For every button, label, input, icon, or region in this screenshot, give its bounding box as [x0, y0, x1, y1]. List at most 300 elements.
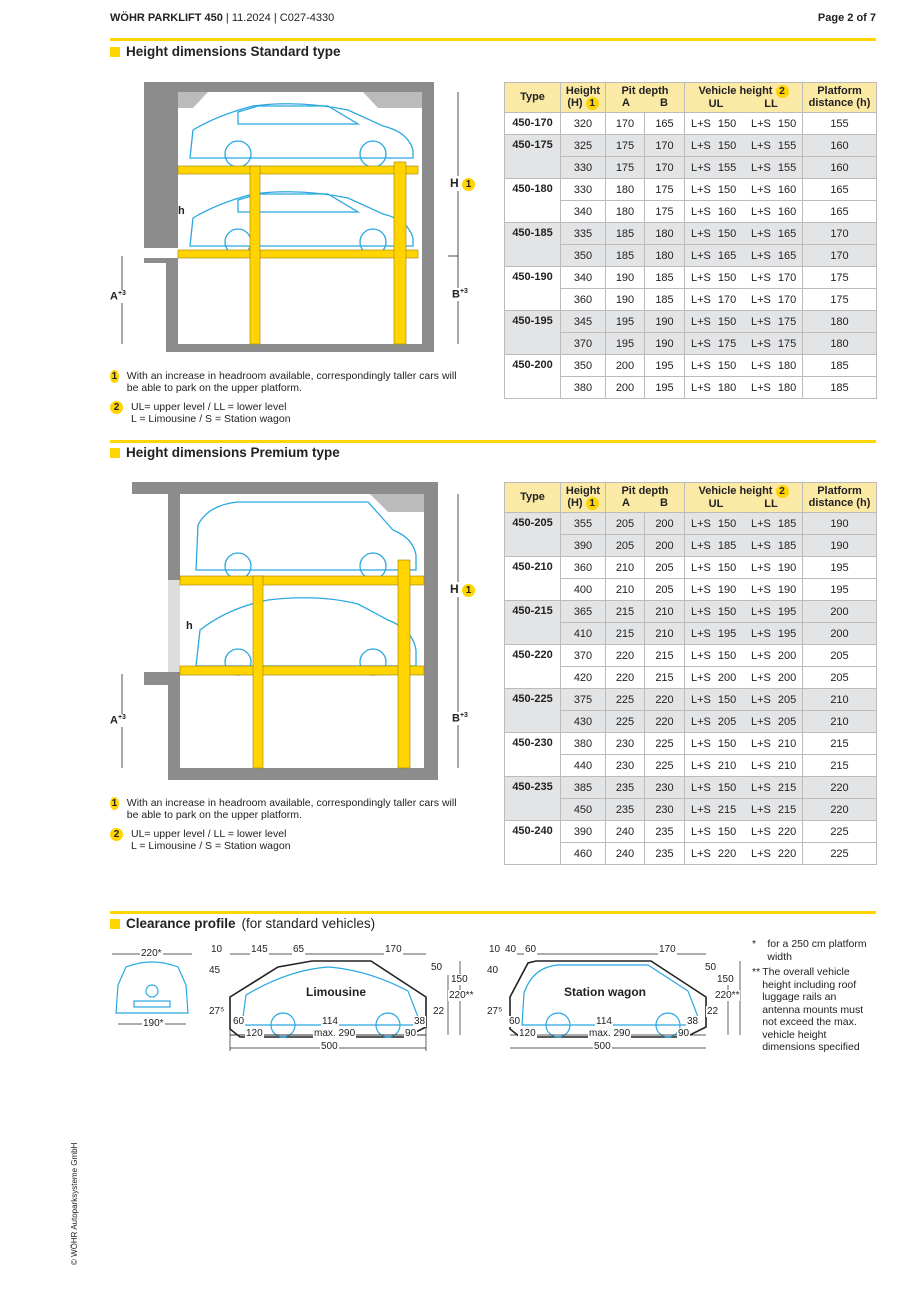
- premium-lift-diagram: [108, 480, 478, 785]
- text: L+S 150: [691, 781, 737, 794]
- col-height: [561, 483, 606, 513]
- text: L+S 165: [691, 249, 737, 262]
- height-cell: 380: [561, 733, 606, 755]
- type-cell: 450-215: [505, 601, 561, 645]
- text: (for standard vehicles): [241, 916, 376, 931]
- table-row: [505, 223, 877, 245]
- height-cell: 430: [561, 711, 606, 733]
- height-cell: 360: [561, 289, 606, 311]
- pit-b-cell: 235: [645, 843, 685, 865]
- table-row: [505, 157, 877, 179]
- table-row: [505, 645, 877, 667]
- label-B: [452, 712, 468, 725]
- text: L+S 150: [691, 139, 737, 152]
- pit-b-cell: 200: [645, 513, 685, 535]
- text: L+S 150: [691, 517, 737, 530]
- text: A: [110, 290, 118, 303]
- doc-date: 11.2024: [231, 12, 271, 24]
- col-type: [505, 83, 561, 113]
- text: L+S 215: [751, 803, 797, 816]
- platform-distance-cell: 215: [803, 733, 877, 755]
- platform-distance-cell: 190: [803, 513, 877, 535]
- platform-distance-cell: 200: [803, 623, 877, 645]
- footnote-2: [110, 401, 470, 425]
- platform-distance-cell: 180: [803, 311, 877, 333]
- pit-a-cell: 195: [606, 333, 645, 355]
- pit-a-cell: 220: [606, 667, 645, 689]
- platform-distance-cell: 225: [803, 843, 877, 865]
- text: Height: [565, 485, 601, 497]
- label-H: [450, 582, 475, 597]
- table-row: [505, 623, 877, 645]
- text: 500: [321, 1041, 338, 1052]
- type-cell: 450-200: [505, 355, 561, 399]
- text: 60: [233, 1016, 245, 1027]
- text: UL= upper level / LL = lower level: [131, 401, 287, 413]
- section-title-clearance: [110, 916, 375, 931]
- text: L+S 150: [691, 561, 737, 574]
- text: L+S 150: [691, 271, 737, 284]
- text: 170: [385, 944, 402, 955]
- platform-distance-cell: 205: [803, 667, 877, 689]
- vehicle-height-cell: [685, 113, 803, 135]
- vehicle-height-cell: [685, 733, 803, 755]
- type-cell: 450-235: [505, 777, 561, 821]
- platform-distance-cell: 175: [803, 289, 877, 311]
- profile-name: Station wagon: [564, 985, 646, 999]
- text: L+S 155: [691, 161, 737, 174]
- pit-b-cell: 215: [645, 645, 685, 667]
- text: distance (h): [808, 497, 871, 509]
- text: L+S 195: [691, 627, 737, 640]
- vehicle-height-cell: [685, 755, 803, 777]
- text: UL: [708, 98, 724, 110]
- height-cell: 350: [561, 245, 606, 267]
- text: (H): [567, 497, 583, 509]
- type-cell: 450-185: [505, 223, 561, 267]
- pit-a-cell: 170: [606, 113, 645, 135]
- platform-distance-cell: 185: [803, 355, 877, 377]
- pit-b-cell: 170: [645, 157, 685, 179]
- height-cell: 340: [561, 267, 606, 289]
- text: L+S 150: [691, 649, 737, 662]
- pit-a-cell: 210: [606, 579, 645, 601]
- divider: [110, 38, 876, 41]
- vehicle-height-cell: [685, 777, 803, 799]
- text: L+S 150: [691, 359, 737, 372]
- text: L+S 160: [751, 183, 797, 196]
- vehicle-height-cell: [685, 289, 803, 311]
- pit-b-cell: 225: [645, 755, 685, 777]
- height-cell: 390: [561, 821, 606, 843]
- text: L+S 150: [691, 605, 737, 618]
- text: 40: [487, 965, 499, 976]
- text: 500: [594, 1041, 611, 1052]
- text: Vehicle height: [698, 85, 773, 97]
- type-cell: 450-205: [505, 513, 561, 557]
- height-cell: 370: [561, 645, 606, 667]
- text: max. 290: [314, 1028, 356, 1039]
- pit-b-cell: 190: [645, 311, 685, 333]
- text: L+S 180: [751, 359, 797, 372]
- text: L+S 210: [751, 759, 797, 772]
- pit-a-cell: 215: [606, 601, 645, 623]
- table-row: [505, 289, 877, 311]
- height-cell: 365: [561, 601, 606, 623]
- vehicle-height-cell: [685, 201, 803, 223]
- note-badge: 1: [462, 584, 475, 597]
- vehicle-height-cell: [685, 157, 803, 179]
- note-badge: 1: [111, 371, 118, 382]
- vehicle-height-cell: [685, 245, 803, 267]
- pit-a-cell: 210: [606, 557, 645, 579]
- pit-b-cell: 200: [645, 535, 685, 557]
- text: L+S 150: [691, 825, 737, 838]
- table-row: [505, 113, 877, 135]
- text: L+S 180: [751, 381, 797, 394]
- table-row: [505, 355, 877, 377]
- height-cell: 335: [561, 223, 606, 245]
- standard-height-table: [504, 82, 877, 399]
- bullet-square-icon: [110, 448, 120, 458]
- standard-lift-diagram: [108, 80, 478, 360]
- text: 220**: [449, 990, 474, 1001]
- text: L+S 155: [751, 161, 797, 174]
- text: L+S 150: [691, 227, 737, 240]
- footnote-1: [110, 370, 470, 394]
- table-header-row: [505, 83, 877, 113]
- pit-b-cell: 235: [645, 821, 685, 843]
- text: B: [660, 497, 668, 509]
- table-row: [505, 821, 877, 843]
- pit-a-cell: 240: [606, 843, 645, 865]
- text: L+S 205: [691, 715, 737, 728]
- height-cell: 390: [561, 535, 606, 557]
- note-badge: 2: [776, 485, 789, 498]
- table-row: [505, 135, 877, 157]
- pit-a-cell: 235: [606, 799, 645, 821]
- label-B: [452, 288, 468, 301]
- copyright: © WÖHR Autoparksysteme GmbH: [70, 1142, 79, 1265]
- vehicle-height-cell: [685, 513, 803, 535]
- text: 50: [431, 962, 443, 973]
- type-cell: 450-180: [505, 179, 561, 223]
- pit-a-cell: 215: [606, 623, 645, 645]
- type-cell: 450-195: [505, 311, 561, 355]
- height-cell: 355: [561, 513, 606, 535]
- text: L+S 205: [751, 715, 797, 728]
- text: 27⁵: [209, 1006, 225, 1017]
- pit-a-cell: 205: [606, 513, 645, 535]
- table-row: [505, 777, 877, 799]
- table-row: [505, 245, 877, 267]
- text: L+S 160: [751, 205, 797, 218]
- vehicle-height-cell: [685, 843, 803, 865]
- text: L+S 195: [751, 605, 797, 618]
- vehicle-height-cell: [685, 377, 803, 399]
- platform-distance-cell: 195: [803, 579, 877, 601]
- height-cell: 400: [561, 579, 606, 601]
- text: max. 290: [589, 1028, 631, 1039]
- text: distance (h): [808, 97, 871, 109]
- platform-distance-cell: 170: [803, 245, 877, 267]
- text: for a 250 cm platform width: [767, 938, 867, 963]
- height-cell: 410: [561, 623, 606, 645]
- height-cell: 440: [561, 755, 606, 777]
- table-row: [505, 201, 877, 223]
- pit-b-cell: 170: [645, 135, 685, 157]
- height-cell: 330: [561, 157, 606, 179]
- text: LL: [764, 498, 778, 510]
- text: L+S 180: [691, 381, 737, 394]
- note-badge: 2: [776, 85, 789, 98]
- text: 27⁵: [487, 1006, 503, 1017]
- platform-distance-cell: 220: [803, 799, 877, 821]
- text: L+S 200: [691, 671, 737, 684]
- pit-a-cell: 235: [606, 777, 645, 799]
- text: L+S 150: [691, 693, 737, 706]
- car-lower-icon: [196, 598, 416, 675]
- table-row: [505, 733, 877, 755]
- vehicle-height-cell: [685, 179, 803, 201]
- document-header: WÖHR PARKLIFT 450 | 11.2024 | C027-4330: [110, 12, 335, 24]
- text: L+S 190: [751, 561, 797, 574]
- text: 145: [251, 944, 268, 955]
- vehicle-height-cell: [685, 623, 803, 645]
- table-row: [505, 557, 877, 579]
- text: L+S 155: [751, 139, 797, 152]
- height-cell: 375: [561, 689, 606, 711]
- text: UL= upper level / LL = lower level: [131, 828, 287, 840]
- height-cell: 320: [561, 113, 606, 135]
- type-cell: 450-240: [505, 821, 561, 865]
- text: +3: [459, 712, 468, 719]
- text: 65: [293, 944, 305, 955]
- table-row: [505, 843, 877, 865]
- text: Platform: [817, 85, 862, 97]
- pit-a-cell: 230: [606, 755, 645, 777]
- text: 50: [705, 962, 717, 973]
- table-row: [505, 579, 877, 601]
- text: L+S 185: [751, 517, 797, 530]
- platform-distance-cell: 155: [803, 113, 877, 135]
- text: The overall vehicle height including roof luggage rails an antenna mounts must not exceed the max. vehicle height dimensions specified: [762, 966, 864, 1053]
- label-A: [110, 714, 126, 727]
- text: 120: [246, 1028, 263, 1039]
- text: L+S 150: [691, 737, 737, 750]
- pit-b-cell: 215: [645, 667, 685, 689]
- text: 90: [405, 1028, 417, 1039]
- text: L+S 205: [751, 693, 797, 706]
- pit-b-cell: 180: [645, 245, 685, 267]
- platform-distance-cell: 170: [803, 223, 877, 245]
- height-cell: 450: [561, 799, 606, 821]
- text: 45: [209, 965, 221, 976]
- profile-name: Limousine: [306, 985, 367, 999]
- pit-b-cell: 225: [645, 733, 685, 755]
- height-cell: 325: [561, 135, 606, 157]
- text: L+S 170: [691, 293, 737, 306]
- table-row: [505, 311, 877, 333]
- doc-code: C027-4330: [279, 12, 335, 24]
- text: With an increase in headroom available, correspondingly taller cars will be able to park on the upper platform.: [126, 797, 457, 821]
- text: Height: [565, 85, 601, 97]
- text: L+S 175: [751, 315, 797, 328]
- col-platform-distance: [803, 83, 877, 113]
- text: Type: [520, 491, 545, 503]
- pit-b-cell: 220: [645, 689, 685, 711]
- platform-distance-cell: 225: [803, 821, 877, 843]
- footnote-2: [110, 828, 470, 852]
- platform-distance-cell: 205: [803, 645, 877, 667]
- text: H: [450, 176, 459, 190]
- text: L+S 210: [691, 759, 737, 772]
- vehicle-height-cell: [685, 135, 803, 157]
- type-cell: 450-225: [505, 689, 561, 733]
- col-height: [561, 83, 606, 113]
- text: *: [752, 938, 757, 950]
- type-cell: 450-220: [505, 645, 561, 689]
- footnote-1: [110, 797, 470, 821]
- table-row: [505, 799, 877, 821]
- label-h: h: [186, 620, 193, 632]
- pit-b-cell: 205: [645, 557, 685, 579]
- pit-b-cell: 180: [645, 223, 685, 245]
- vehicle-height-cell: [685, 601, 803, 623]
- text: 220**: [715, 990, 740, 1001]
- text: L+S 160: [691, 205, 737, 218]
- platform-distance-cell: 185: [803, 377, 877, 399]
- dim-label: 220*: [141, 948, 162, 959]
- text: L+S 190: [751, 583, 797, 596]
- platform-distance-cell: 210: [803, 689, 877, 711]
- lower-platform: [178, 250, 418, 258]
- vehicle-height-cell: [685, 311, 803, 333]
- pit-a-cell: 200: [606, 377, 645, 399]
- platform-distance-cell: 215: [803, 755, 877, 777]
- table-row: [505, 535, 877, 557]
- text: L+S 210: [751, 737, 797, 750]
- upper-platform: [178, 166, 418, 174]
- pit-b-cell: 230: [645, 777, 685, 799]
- height-cell: 330: [561, 179, 606, 201]
- text: A: [110, 714, 118, 727]
- pit-b-cell: 175: [645, 201, 685, 223]
- table-header-row: [505, 483, 877, 513]
- pit-b-cell: 195: [645, 355, 685, 377]
- section-title-text: Height dimensions Premium type: [126, 445, 340, 460]
- clearance-footnotes: [752, 938, 877, 1054]
- pit-b-cell: 220: [645, 711, 685, 733]
- text: Platform: [817, 485, 862, 497]
- pit-a-cell: 175: [606, 135, 645, 157]
- text: L+S 170: [751, 271, 797, 284]
- text: A: [622, 97, 630, 109]
- type-cell: 450-175: [505, 135, 561, 179]
- text: L+S 165: [751, 227, 797, 240]
- pit-b-cell: 210: [645, 623, 685, 645]
- label-h: h: [178, 205, 185, 217]
- text: L+S 190: [691, 583, 737, 596]
- bullet-square-icon: [110, 47, 120, 57]
- text: L+S 185: [751, 539, 797, 552]
- label-A: [110, 290, 126, 303]
- platform-distance-cell: 200: [803, 601, 877, 623]
- text: 10: [211, 944, 223, 955]
- platform-distance-cell: 195: [803, 557, 877, 579]
- car-upper-icon: [190, 104, 413, 167]
- type-cell: 450-170: [505, 113, 561, 135]
- vehicle-height-cell: [685, 333, 803, 355]
- text: UL: [708, 498, 724, 510]
- text: L+S 220: [691, 847, 737, 860]
- text: Clearance profile: [126, 916, 236, 931]
- pit-b-cell: 175: [645, 179, 685, 201]
- platform-distance-cell: 160: [803, 157, 877, 179]
- text: 38: [687, 1016, 699, 1027]
- platform-distance-cell: 165: [803, 179, 877, 201]
- text: **: [752, 966, 761, 978]
- premium-height-table: [504, 482, 877, 865]
- text: 114: [596, 1016, 612, 1027]
- table-row: [505, 667, 877, 689]
- text: A: [622, 497, 630, 509]
- text: L = Limousine / S = Station wagon: [131, 840, 291, 852]
- vehicle-height-cell: [685, 557, 803, 579]
- platform-distance-cell: 160: [803, 135, 877, 157]
- text: L+S 150: [691, 315, 737, 328]
- page-number: Page 2 of 7: [817, 12, 876, 24]
- text: 150: [451, 974, 468, 985]
- table-row: [505, 377, 877, 399]
- pit-a-cell: 230: [606, 733, 645, 755]
- height-cell: 380: [561, 377, 606, 399]
- vehicle-height-cell: [685, 645, 803, 667]
- text: 38: [414, 1016, 426, 1027]
- text: Type: [520, 91, 545, 103]
- pit-a-cell: 190: [606, 267, 645, 289]
- pit-a-cell: 185: [606, 223, 645, 245]
- label-H: [450, 176, 475, 191]
- text: B: [660, 97, 668, 109]
- col-type: [505, 483, 561, 513]
- platform-distance-cell: 220: [803, 777, 877, 799]
- text: With an increase in headroom available, correspondingly taller cars will be able to park on the upper platform.: [126, 370, 457, 394]
- pit-b-cell: 190: [645, 333, 685, 355]
- col-pit-depth: [606, 83, 685, 113]
- height-cell: 345: [561, 311, 606, 333]
- table-row: [505, 333, 877, 355]
- pit-a-cell: 205: [606, 535, 645, 557]
- vehicle-height-cell: [685, 711, 803, 733]
- pit-a-cell: 200: [606, 355, 645, 377]
- text: 120: [519, 1028, 536, 1039]
- pit-b-cell: 230: [645, 799, 685, 821]
- pit-a-cell: 240: [606, 821, 645, 843]
- platform-distance-cell: 210: [803, 711, 877, 733]
- height-cell: 370: [561, 333, 606, 355]
- height-cell: 360: [561, 557, 606, 579]
- text: 114: [322, 1016, 338, 1027]
- text: 170: [659, 944, 676, 955]
- note-badge: 2: [110, 828, 123, 841]
- text: H: [450, 582, 459, 596]
- text: 60: [525, 944, 537, 955]
- pit-b-cell: 165: [645, 113, 685, 135]
- vehicle-height-cell: [685, 821, 803, 843]
- pit-a-cell: 190: [606, 289, 645, 311]
- text: Vehicle height: [698, 485, 773, 497]
